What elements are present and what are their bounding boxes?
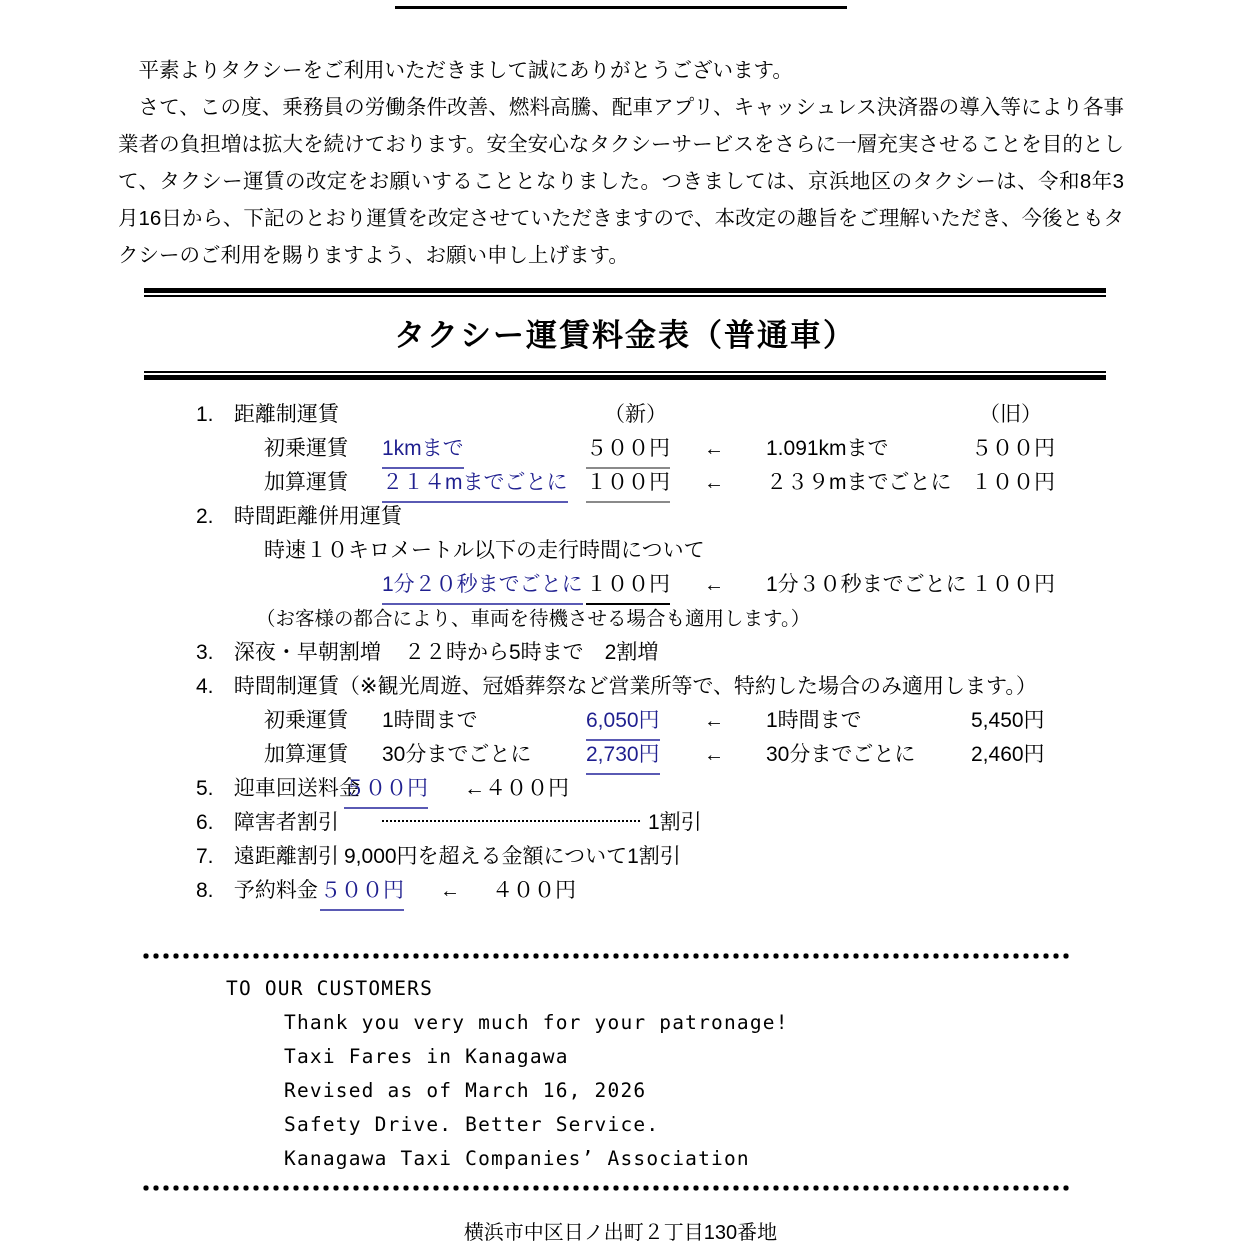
item-3-label: 深夜・早朝割増 xyxy=(233,641,381,664)
fare-item-3 xyxy=(196,636,1196,670)
item-2-row-1-new-condition: 1分２０秒までごとに xyxy=(382,568,583,605)
intro-paragraph-2: さて、この度、乗務員の労働条件改善、燃料高騰、配車アプリ、キャッシュレス決済器の導入等により各事業者の負担増は拡大を続けております。安全安心なタクシーサービスをさらに一層充実させることを目的として、タクシー運賃の改定をお願いすることとなりました。つきましては、京浜地区のタクシーは、令和8年3月16日から、下記のとおり運賃を改定させていただきますので、本改定の趣旨をご理解いただき、今後ともタクシーのご利用を賜りますよう、お願い申し上げます。 xyxy=(118,96,1124,267)
fare-item-2-subheading-row xyxy=(196,534,1196,568)
dotted-rule-top xyxy=(142,952,1072,960)
item-4-row-2-new-amount: 2,730円 xyxy=(586,738,660,775)
item-8-new-amount: ５００円 xyxy=(320,874,404,911)
fare-item-4-row-1 xyxy=(196,704,1196,738)
fare-item-4-row-2 xyxy=(196,738,1196,772)
item-1-row-1-new-condition: 1kmまで xyxy=(382,432,464,469)
footer-address: 横浜市中区日ノ出町２丁目130番地 xyxy=(463,1222,778,1244)
item-4-row-2-old-amount: 2,460円 xyxy=(971,743,1045,766)
title-area xyxy=(0,0,1241,9)
arrow-icon: ← xyxy=(440,880,460,902)
arrow-icon: ← xyxy=(704,744,724,766)
item-1-row-2-new-amount: １００円 xyxy=(586,466,670,503)
arrow-icon: ← xyxy=(704,472,724,494)
item-4-row-1-new-amount: 6,050円 xyxy=(586,704,660,741)
item-5-new-amount: ５００円 xyxy=(344,772,428,809)
fare-item-4-header xyxy=(196,670,1196,704)
item-4-row-1-old-condition: 1時間まで xyxy=(766,709,862,732)
english-heading: TO OUR CUSTOMERS xyxy=(226,977,434,1000)
fare-table-heading-block xyxy=(144,288,1106,380)
fare-list xyxy=(196,398,1196,908)
item-1-row-2-new-condition: ２１４mまでごとに xyxy=(382,466,568,503)
item-1-row-1-old-amount: ５００円 xyxy=(971,437,1055,460)
item-2-row-1-old-condition: 1分３０秒までごとに xyxy=(766,573,967,596)
item-5-old-amount: ←４００円 xyxy=(464,777,569,800)
item-2-note: （お客様の都合により、車両を待機させる場合も適用します。） xyxy=(256,608,811,630)
column-header-old: （旧） xyxy=(979,403,1042,426)
item-5-number: 5. xyxy=(196,777,214,800)
item-6-value: 1割引 xyxy=(648,811,702,834)
intro-text xyxy=(118,52,1124,274)
item-4-number: 4. xyxy=(196,675,214,698)
arrow-icon: ← xyxy=(704,574,724,596)
fare-item-2-header xyxy=(196,500,1196,534)
item-4-row-2-sublabel: 加算運賃 xyxy=(264,743,348,766)
page-title xyxy=(395,0,847,9)
item-7-value: 9,000円を超える金額について1割引 xyxy=(344,845,681,868)
arrow-icon: ← xyxy=(704,710,724,732)
item-1-row-1-new-amount: ５００円 xyxy=(586,432,670,469)
item-1-row-1-sublabel: 初乗運賃 xyxy=(264,437,348,460)
english-line-1: Thank you very much for your patronage! xyxy=(284,1011,789,1034)
item-8-label: 予約料金 xyxy=(233,879,318,902)
item-8-old-amount: ４００円 xyxy=(492,879,576,902)
item-1-label: 距離制運賃 xyxy=(233,403,339,426)
fare-item-5 xyxy=(196,772,1196,806)
item-4-row-2-old-condition: 30分までごとに xyxy=(766,743,916,766)
fare-item-7 xyxy=(196,840,1196,874)
item-6-leader-and-value xyxy=(374,806,702,840)
item-3-value: ２２時から5時まで 2割増 xyxy=(404,641,659,664)
item-2-subheading: 時速１０キロメートル以下の走行時間について xyxy=(264,539,705,562)
fare-item-2-note-row xyxy=(196,602,1196,636)
item-2-row-1-new-amount: １００円 xyxy=(586,568,670,605)
item-4-label: 時間制運賃（※観光周遊、冠婚葬祭など営業所等で、特約した場合のみ適用します。） xyxy=(233,675,1037,698)
fare-item-2-row-1 xyxy=(196,568,1196,602)
arrow-icon: ← xyxy=(704,438,724,460)
fare-table-heading: タクシー運賃料金表（普通車） xyxy=(394,318,856,353)
fare-item-1-row-1 xyxy=(196,432,1196,466)
item-6-label: 障害者割引 xyxy=(233,811,339,834)
english-line-5: Kanagawa Taxi Companies’ Association xyxy=(284,1147,750,1170)
item-4-row-2-new-condition: 30分までごとに xyxy=(382,743,532,766)
item-4-row-1-sublabel: 初乗運賃 xyxy=(264,709,348,732)
item-1-row-2-sublabel: 加算運賃 xyxy=(264,471,348,494)
item-1-number: 1. xyxy=(196,403,214,426)
item-2-label: 時間距離併用運賃 xyxy=(233,505,402,528)
english-line-3: Revised as of March 16, 2026 xyxy=(284,1079,647,1102)
fare-item-1-row-2 xyxy=(196,466,1196,500)
dotted-leader-line xyxy=(382,820,640,822)
item-4-row-1-old-amount: 5,450円 xyxy=(971,709,1045,732)
item-7-number: 7. xyxy=(196,845,214,868)
fare-item-8 xyxy=(196,874,1196,908)
item-3-number: 3. xyxy=(196,641,214,664)
item-8-number: 8. xyxy=(196,879,214,902)
heading-rule-bottom xyxy=(144,371,1106,380)
english-notice-block xyxy=(142,952,1072,1192)
item-1-row-1-old-condition: 1.091kmまで xyxy=(766,437,889,460)
english-lines xyxy=(142,960,1072,1184)
english-line-4: Safety Drive. Better Service. xyxy=(284,1113,660,1136)
intro-paragraph-1: 平素よりタクシーをご利用いただきまして誠にありがとうございます。 xyxy=(138,59,793,82)
item-5-label: 迎車回送料金 xyxy=(233,777,360,800)
item-4-row-1-new-condition: 1時間まで xyxy=(382,709,478,732)
dotted-rule-bottom xyxy=(142,1184,1072,1192)
item-6-number: 6. xyxy=(196,811,214,834)
fare-item-1-header xyxy=(196,398,1196,432)
column-header-new: （新） xyxy=(604,403,667,426)
item-7-label: 遠距離割引 xyxy=(233,845,339,868)
item-1-row-2-old-condition: ２３９mまでごとに xyxy=(766,471,952,494)
heading-rule-top xyxy=(144,288,1106,297)
item-2-number: 2. xyxy=(196,505,214,528)
item-2-row-1-old-amount: １００円 xyxy=(971,573,1055,596)
english-line-2: Taxi Fares in Kanagawa xyxy=(284,1045,569,1068)
fare-item-6 xyxy=(196,806,1196,840)
item-1-row-2-old-amount: １００円 xyxy=(971,471,1055,494)
